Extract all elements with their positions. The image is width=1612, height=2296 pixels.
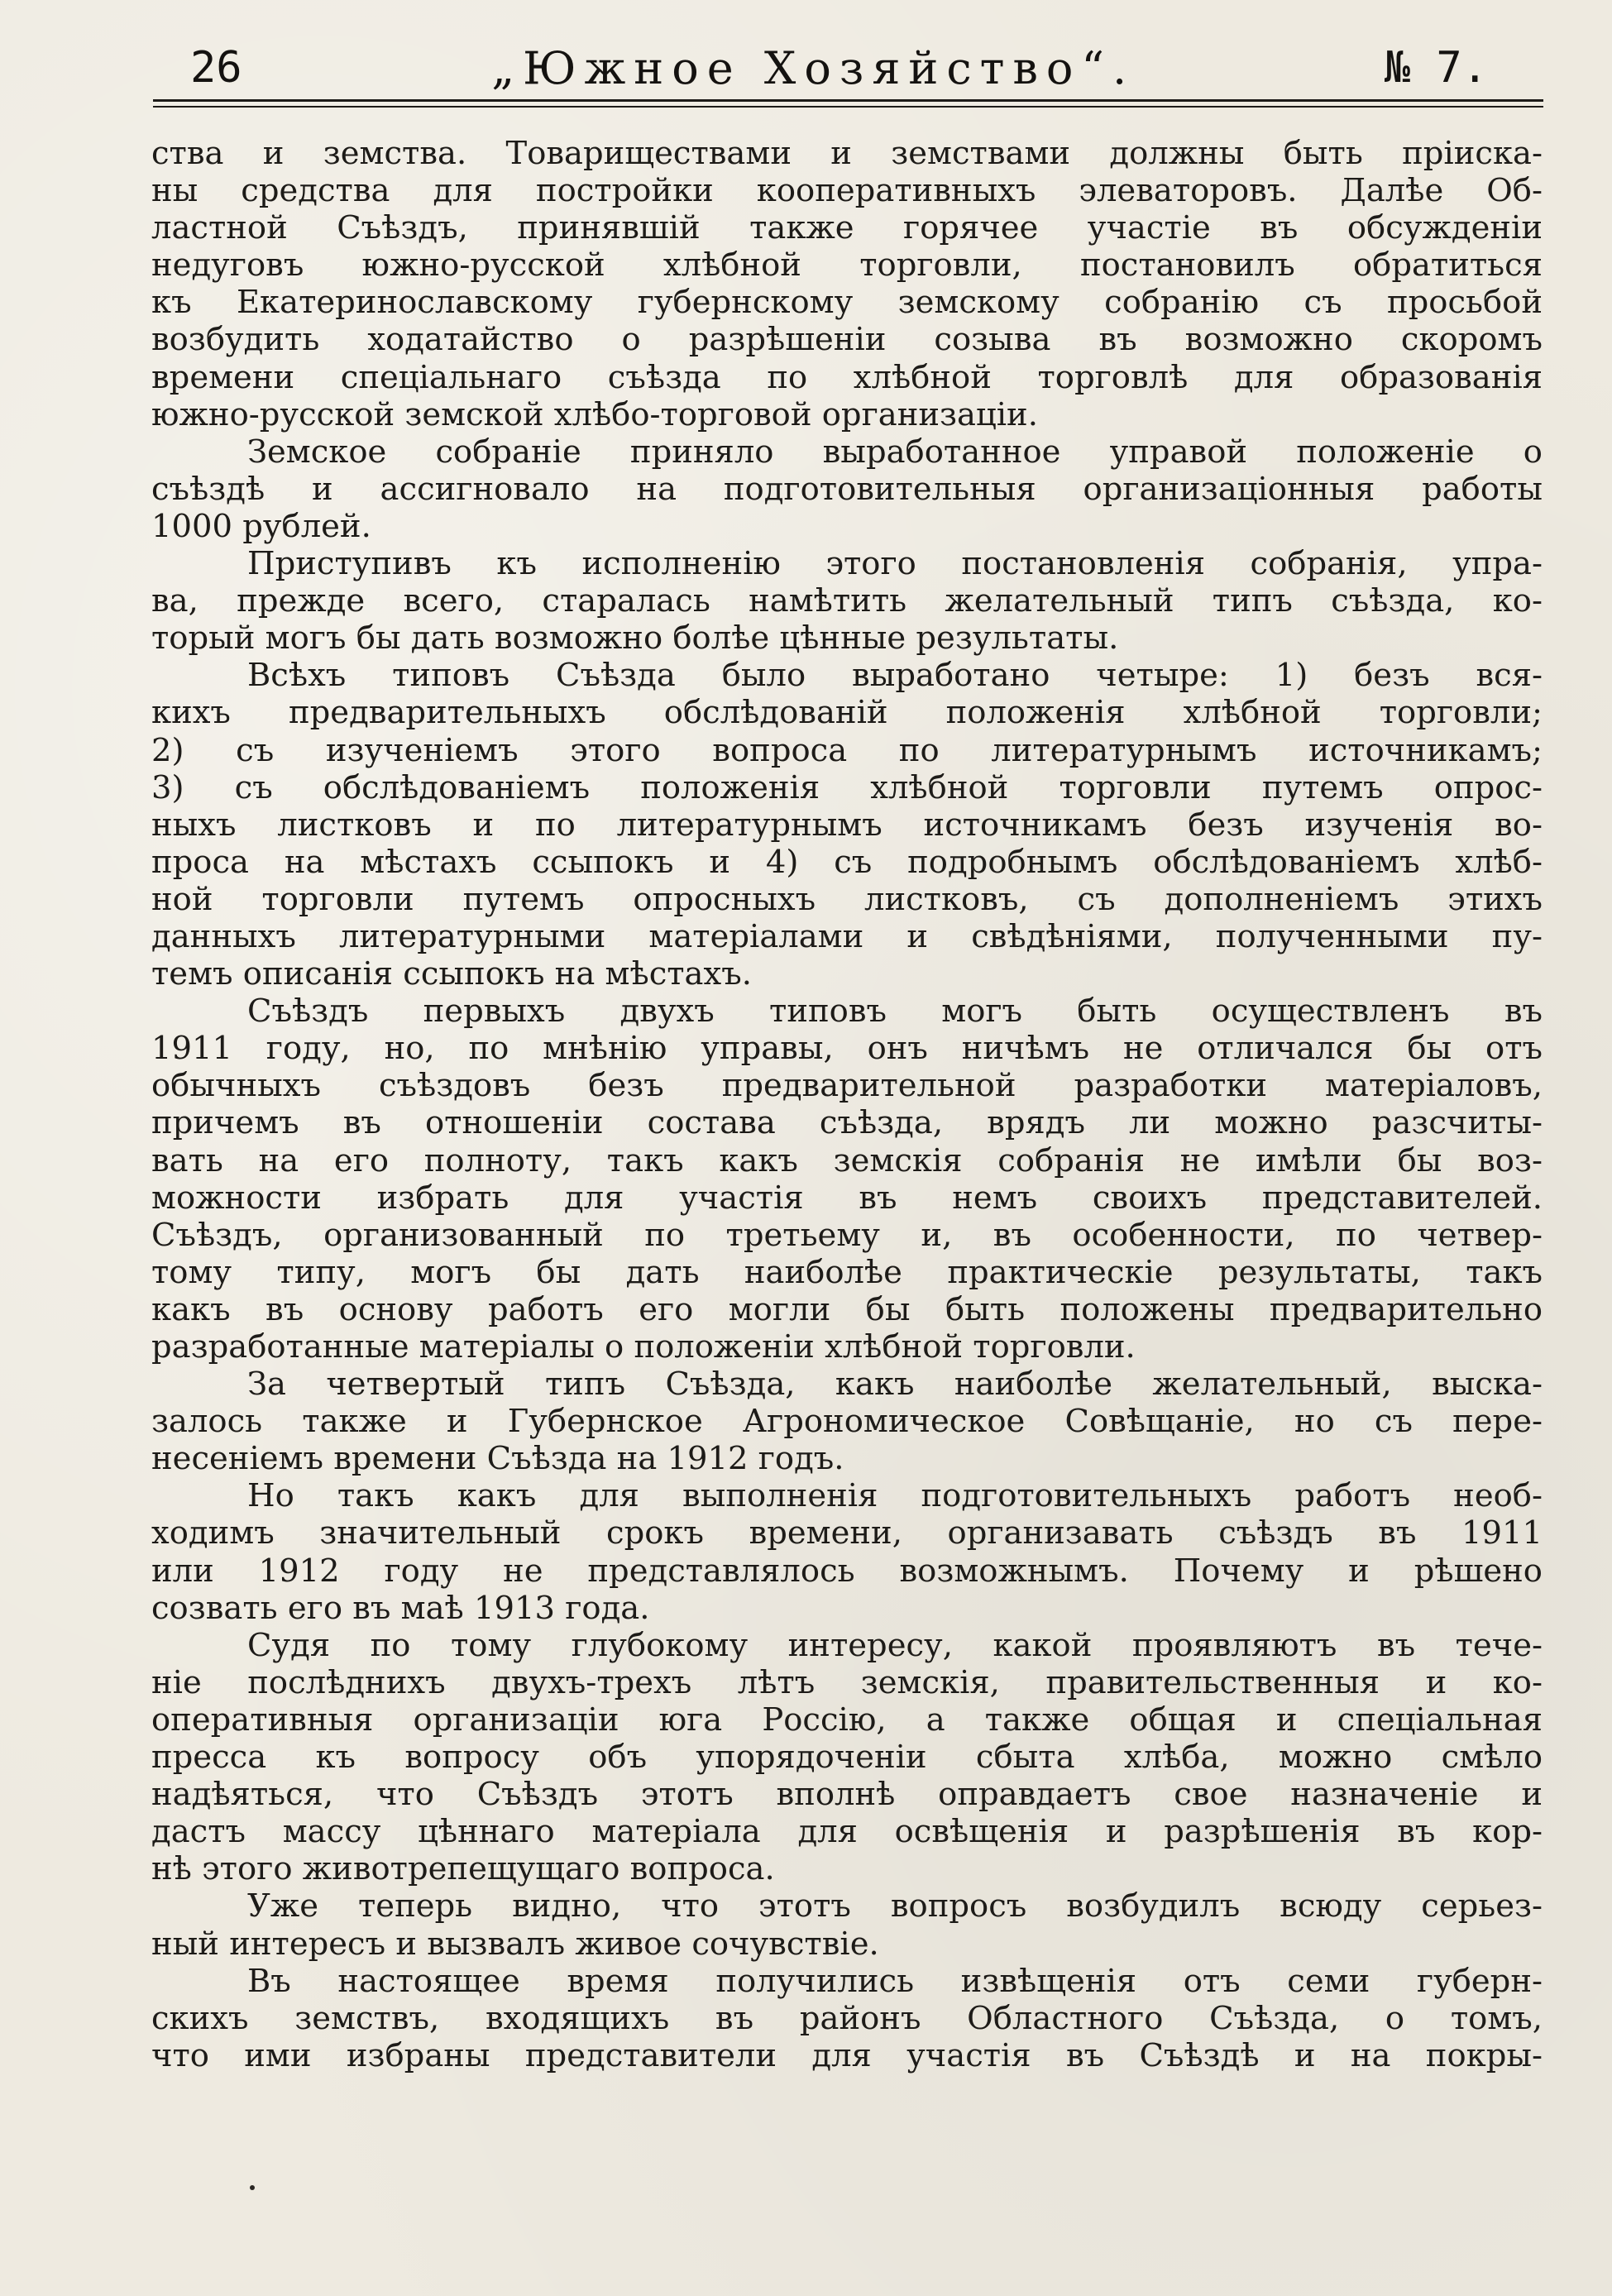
text-line: къ Екатеринославскому губернскому земскому собранію съ просьбой xyxy=(151,284,1543,322)
text-line: нѣ этого животрепещущаго вопроса. xyxy=(151,1850,775,1888)
text-line: Въ настоящее время получились извѣщенія отъ семи губерн- xyxy=(247,1962,1543,2000)
text-line: южно-русской земской хлѣбо-торговой организаціи. xyxy=(151,395,1038,433)
text-line: торый могъ бы дать возможно болѣе цѣнные результаты. xyxy=(151,619,1119,658)
text-line: или 1912 году не представлялось возможнымъ. Почему и рѣшено xyxy=(151,1552,1543,1590)
text-line: причемъ въ отношеніи состава съѣзда, врядъ ли можно разсчиты- xyxy=(151,1104,1543,1142)
text-line: ный интересъ и вызвалъ живое сочувствіе. xyxy=(151,1925,879,1963)
text-line: кихъ предварительныхъ обслѣдованій положенія хлѣбной торговли; xyxy=(151,694,1543,732)
text-line: что ими избраны представители для участія въ Съѣздѣ и на покры- xyxy=(151,2036,1543,2074)
text-line: оперативныя организаціи юга Россію, а также общая и спеціальная xyxy=(151,1700,1543,1739)
text-line: недуговъ южно-русской хлѣбной торговли, постановилъ обратиться xyxy=(151,246,1543,285)
text-line: надѣяться, что Съѣздъ этотъ вполнѣ оправдаетъ свое назначеніе и xyxy=(151,1776,1543,1814)
text-line: ластной Съѣздъ, принявшій также горячее участіе въ обсужденіи xyxy=(151,209,1543,247)
text-line: ной торговли путемъ опросныхъ листковъ, съ дополненіемъ этихъ xyxy=(151,880,1543,918)
text-line: темъ описанія ссыпокъ на мѣстахъ. xyxy=(151,955,752,993)
text-line: Приступивъ къ исполненію этого постановленія собранія, упра- xyxy=(247,545,1543,583)
text-line: времени спеціальнаго съѣзда по хлѣбной торговлѣ для образованія xyxy=(151,358,1543,396)
text-line: Земское собраніе приняло выработанное управой положеніе о xyxy=(247,433,1543,471)
text-line: Всѣхъ типовъ Съѣзда было выработано четыре: 1) безъ вся- xyxy=(247,657,1543,695)
journal-title: „Южное Хозяйство“. xyxy=(491,41,1136,94)
text-line: пресса къ вопросу объ упорядоченіи сбыта хлѣба, можно смѣло xyxy=(151,1739,1543,1777)
text-line: ны средства для постройки кооперативныхъ элеваторовъ. Далѣе Об- xyxy=(151,172,1543,210)
text-line: какъ въ основу работъ его могли бы быть положены предварительно xyxy=(151,1290,1543,1328)
text-line: ходимъ значительный срокъ времени, организавать съѣздъ въ 1911 xyxy=(151,1514,1543,1552)
text-line: созвать его въ маѣ 1913 года. xyxy=(151,1589,650,1627)
text-line: Съѣздъ, организованный по третьему и, въ особенности, по четвер- xyxy=(151,1216,1543,1254)
text-line: Но такъ какъ для выполненія подготовительныхъ работъ необ- xyxy=(247,1477,1543,1515)
text-line: возбудить ходатайство о разрѣшеніи созыва въ возможно скоромъ xyxy=(151,321,1543,359)
text-line: ства и земства. Товариществами и земствами должны быть пріиска- xyxy=(151,135,1543,172)
header-rule-bottom xyxy=(153,106,1543,108)
text-line: 2) съ изученіемъ этого вопроса по литературнымъ источникамъ; xyxy=(151,731,1543,769)
text-line: вать на его полноту, такъ какъ земскія собранія не имѣли бы воз- xyxy=(151,1141,1543,1179)
text-line: обычныхъ съѣздовъ безъ предварительной разработки матеріаловъ, xyxy=(151,1067,1543,1105)
header-rule-top xyxy=(153,99,1543,102)
text-line: скихъ земствъ, входящихъ въ районъ Областного Съѣзда, о томъ, xyxy=(151,1999,1543,2037)
text-line: съѣздѣ и ассигновало на подготовительныя организаціонныя работы xyxy=(151,470,1543,508)
text-line: залось также и Губернское Агрономическое Совѣщаніе, но съ пере- xyxy=(151,1403,1543,1441)
running-head xyxy=(190,35,1488,101)
text-line: 3) съ обслѣдованіемъ положенія хлѣбной торговли путемъ опрос- xyxy=(151,768,1543,806)
text-line: 1911 году, но, по мнѣнію управы, онъ ничѣмъ не отличался бы отъ xyxy=(151,1030,1543,1068)
text-line: проса на мѣстахъ ссыпокъ и 4) съ подробнымъ обслѣдованіемъ хлѣб- xyxy=(151,843,1543,881)
ink-speck xyxy=(250,2185,255,2190)
text-line: ніе послѣднихъ двухъ-трехъ лѣтъ земскія, правительственныя и ко- xyxy=(151,1663,1543,1701)
text-line: можности избрать для участія въ немъ своихъ представителей. xyxy=(151,1179,1543,1217)
text-line: тому типу, могъ бы дать наиболѣе практическіе результаты, такъ xyxy=(151,1253,1543,1291)
text-line: Судя по тому глубокому интересу, какой проявляютъ въ тече- xyxy=(247,1626,1543,1664)
text-line: дастъ массу цѣннаго матеріала для освѣщенія и разрѣшенія въ кор- xyxy=(151,1813,1543,1851)
page-number: 26 xyxy=(190,43,242,93)
text-line: Съѣздъ первыхъ двухъ типовъ могъ быть осуществленъ въ xyxy=(247,993,1543,1031)
text-line: несеніемъ времени Съѣзда на 1912 годъ. xyxy=(151,1440,844,1478)
text-line: За четвертый типъ Съѣзда, какъ наиболѣе желательный, выска- xyxy=(247,1366,1543,1404)
text-line: Уже теперь видно, что этотъ вопросъ возбудилъ всюду серьез- xyxy=(247,1887,1543,1925)
issue-number: № 7. xyxy=(1384,43,1488,93)
text-line: данныхъ литературными матеріалами и свѣдѣніями, полученными пу- xyxy=(151,917,1543,955)
text-line: разработанные матеріалы о положеніи хлѣбной торговли. xyxy=(151,1328,1136,1366)
text-line: ныхъ листковъ и по литературнымъ источникамъ безъ изученія во- xyxy=(151,806,1543,844)
text-line: ва, прежде всего, старалась намѣтить желательный типъ съѣзда, ко- xyxy=(151,582,1543,620)
article-body xyxy=(151,135,1543,2074)
text-line: 1000 рублей. xyxy=(151,507,371,545)
